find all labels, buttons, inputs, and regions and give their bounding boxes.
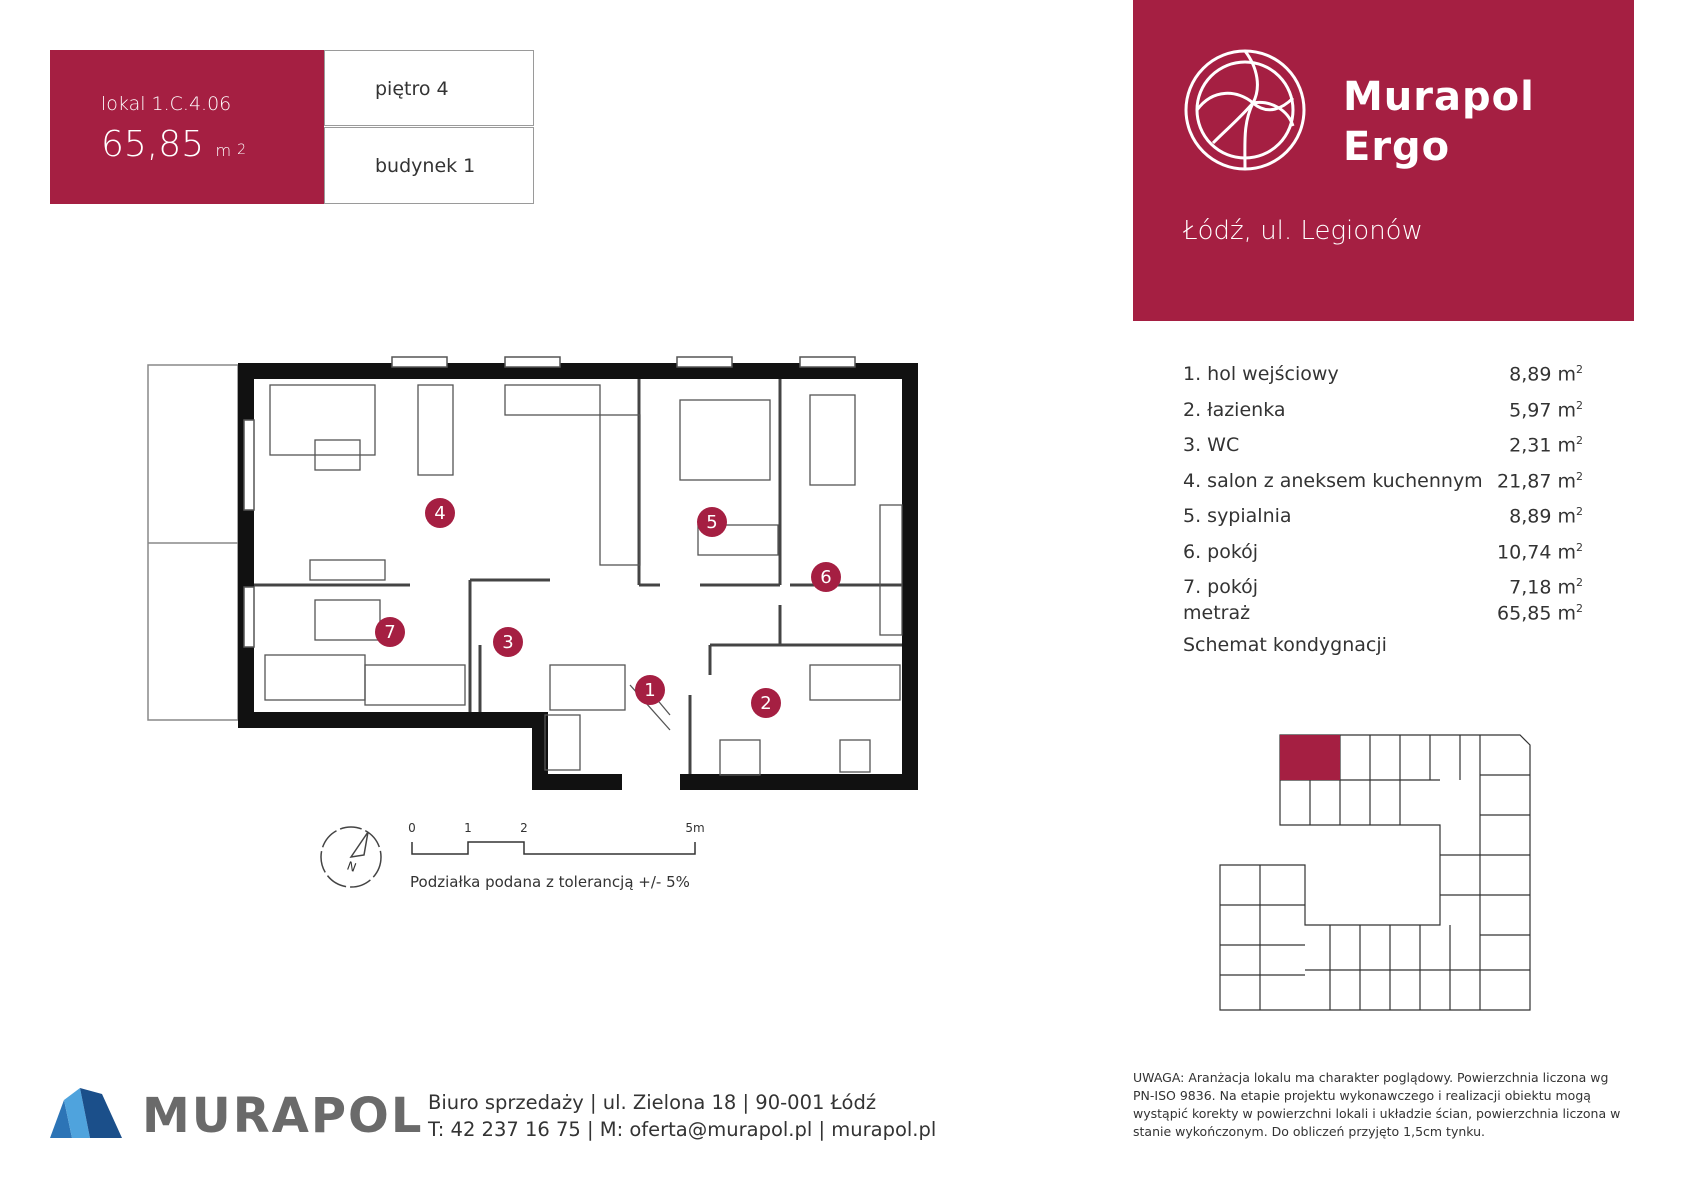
- marker-label: 6: [820, 567, 832, 588]
- scale-tick: 0: [408, 821, 416, 835]
- disclaimer-note: UWAGA: Aranżacja lokalu ma charakter poglądowy. Powierzchnia liczona wg PN-ISO 9836. Na etapie projektu wykonawczego i realizacji obiektu mogą wystąpić korekty w powierzchni lokali i układzie ścian, powierzchnia liczona w stanie wykończonym. Do obliczeń przyjęto 1,5cm tynku.: [1133, 1070, 1621, 1139]
- marker-label: 7: [384, 622, 396, 643]
- room-list: [1183, 363, 1583, 670]
- schema-label: Schemat kondygnacji: [1183, 634, 1387, 656]
- room-row: 1. hol wejściowy 8,89 $m^2$: [1183, 363, 1583, 386]
- schema-highlight: [1280, 735, 1340, 780]
- plan-markers: [375, 498, 841, 718]
- brand-name: Murapol Ergo: [1343, 74, 1535, 170]
- scale-bar: [405, 818, 715, 858]
- balcony: [148, 365, 238, 720]
- room-row: 5. sypialnia 8,89 $m^2$: [1183, 505, 1583, 528]
- sales-address: Biuro sprzedaży | ul. Zielona 18 | 90-001 Łódź: [428, 1091, 877, 1114]
- room-row: 7. pokój 7,18 $m^2$: [1183, 576, 1583, 599]
- scale-tick: 1: [464, 821, 472, 835]
- murapol-logo-icon: [50, 1088, 122, 1138]
- brand-panel: [1133, 0, 1634, 321]
- marker-label: 4: [434, 503, 446, 524]
- room-row: 3. WC 2,31 $m^2$: [1183, 434, 1583, 457]
- scale-tick: 2: [520, 821, 528, 835]
- marker-label: 2: [760, 693, 772, 714]
- compass-letter: N: [344, 858, 359, 875]
- scale-tick: 5m: [685, 821, 705, 835]
- murapol-ergo-emblem-icon: [1183, 48, 1307, 172]
- building-label: budynek 1: [375, 155, 476, 177]
- building-cell: [324, 127, 534, 204]
- marker-label: 1: [644, 680, 656, 701]
- floor-plan: [140, 355, 930, 790]
- room-row: 4. salon z aneksem kuchennym 21,87 $m^2$: [1183, 469, 1583, 492]
- sales-contact: T: 42 237 16 75 | M: oferta@murapol.pl | murapol.pl: [428, 1118, 937, 1141]
- floor-label: piętro 4: [375, 78, 449, 100]
- murapol-wordmark: MURAPOL: [142, 1088, 424, 1144]
- room-row: 6. pokój 10,74 $m^2$: [1183, 540, 1583, 563]
- floor-schema: [1210, 725, 1540, 1025]
- marker-label: 3: [502, 632, 514, 653]
- total-row: metraż 65,85 $m^2$: [1183, 602, 1583, 625]
- compass-icon: [316, 822, 386, 892]
- brand-location: Łódź, ul. Legionów: [1183, 216, 1423, 246]
- unit-number: lokal 1.C.4.06: [101, 93, 232, 115]
- floor-cell: [324, 50, 534, 126]
- room-row: 2. łazienka 5,97 $m^2$: [1183, 398, 1583, 421]
- unit-cell: [50, 50, 324, 204]
- unit-area: 65,85 m $^2$: [101, 124, 247, 165]
- unit-info-box: [50, 50, 534, 204]
- marker-label: 5: [706, 512, 718, 533]
- sales-office-info: [428, 1089, 936, 1143]
- scale-caption: Podziałka podana z tolerancją +/- 5%: [410, 873, 690, 891]
